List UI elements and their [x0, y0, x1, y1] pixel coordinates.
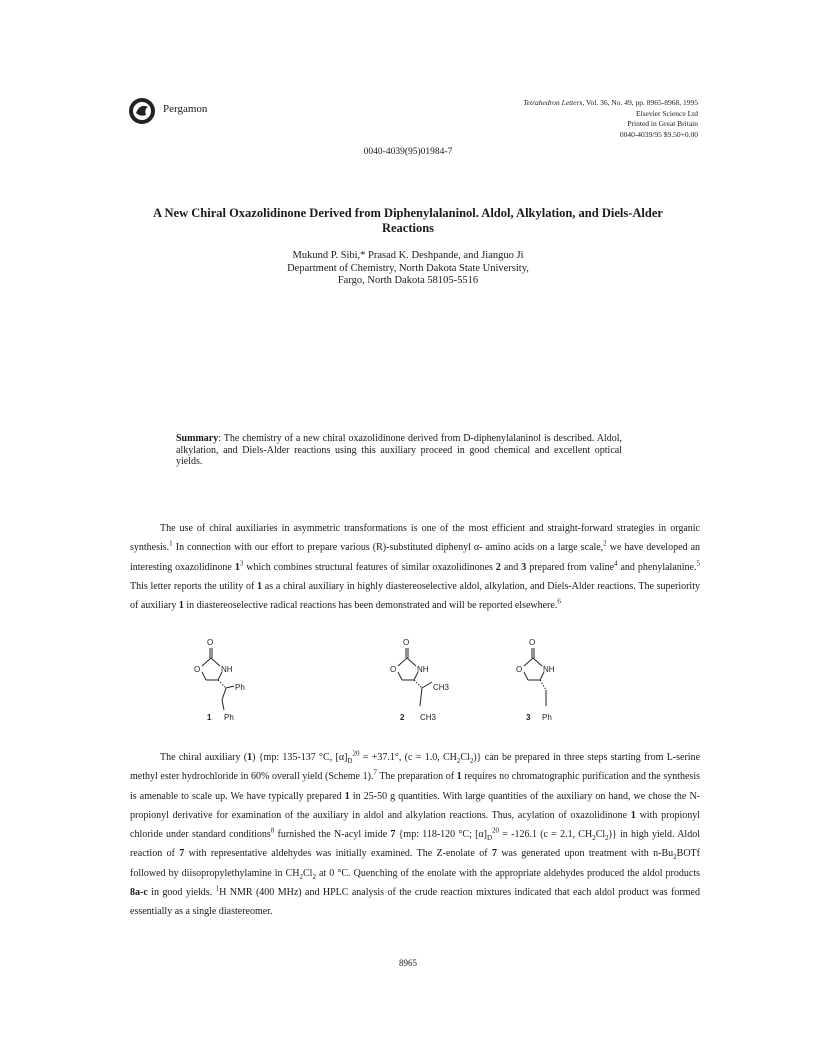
doi: 0040-4039(95)01984-7	[363, 147, 453, 157]
printed-line: Printed in Great Britain	[627, 119, 698, 128]
structure-3-number: 3	[526, 713, 531, 722]
structure-3-ring-o: O	[516, 665, 523, 674]
structure-1-nh: NH	[221, 665, 233, 674]
structure-2	[398, 648, 432, 706]
journal-info	[523, 98, 698, 140]
affiliation: Department of Chemistry, North Dakota State University,	[287, 262, 529, 274]
author-names: Mukund P. Sibi,* Prasad K. Deshpande, and Jianguo Ji	[292, 250, 524, 261]
summary-label: Summary	[176, 433, 219, 444]
structure-1-ph-b: Ph	[224, 713, 234, 722]
structure-2-methyl-a: CH3	[433, 683, 450, 692]
price-line: 0040-4039/95 $9.50+0.00	[619, 129, 698, 139]
structure-1	[202, 648, 234, 710]
body-paragraph-1: The use of chiral auxiliaries in asymmetric transformations is one of the most efficient and straight-forward strategies in organic synthesis.$^1$ In connection with our effort to prepare various (R)-substituted diphenyl α- amino acids on a large scale,$^2$ we have developed an interesting oxazolidinone $1^3$ which combines structural features of similar oxazolidinones 2 and 3 prepared from valine$^4$ and phenylalanine.$^5$ This letter reports the utility of 1 as a chiral auxiliary in highly diastereoselective aldol, alkylation, and Diels-Alder reactions. The superiority of auxiliary 1 in diastereoselective radical reactions has been demonstrated and will be reported elsewhere.$^6$	[130, 523, 701, 612]
publisher-line: Elsevier Science Ltd	[635, 108, 698, 118]
structure-1-number: 1	[207, 713, 212, 722]
publisher-name: Pergamon	[163, 103, 208, 115]
structure-1-carbonyl-o: O	[207, 638, 214, 647]
address: Fargo, North Dakota 58105-5516	[337, 275, 479, 286]
oxazolidinone-structures	[190, 634, 580, 730]
structure-3	[524, 648, 546, 706]
structure-2-ring-o: O	[390, 665, 397, 674]
summary	[176, 433, 622, 468]
summary-text: : The chemistry of a new chiral oxazolidinone derived from D-diphenylalaninol is described. Aldol, alkylation, and Diels-Alder reactions using this auxiliary proceed in good chemical and excellent optical yields.	[176, 433, 622, 467]
paper-title: A New Chiral Oxazolidinone Derived from Diphenylalaninol. Aldol, Alkylation, and Diels-Alder Reactions	[153, 206, 663, 235]
structure-2-number: 2	[400, 713, 405, 722]
structure-3-nh: NH	[543, 665, 555, 674]
body-paragraph-2: The chiral auxiliary (1) {mp: 135-137 °C, $[\alpha]_D^{20} = +37.1^\circ$, (c = 1.0, $CH_2Cl_2$)} can be prepared in three steps starting from L-serine methyl ester hydrochloride in 60% overall yield (Scheme 1).$^7$ The preparation of 1 requires no chromatographic purification and the synthesis is amenable to scale up. We have typically prepared 1 in 25-50 g quantities. With large quantities of the auxiliary on hand, we chose the N-propionyl derivative for examination of the auxiliary in aldol and alkylation reactions. Thus, acylation of oxazolidinone 1 with propionyl chloride under standard conditions$^8$ furnished the N-acyl imide 7 {mp: 118-120 °C; $[\alpha]_D^{20} = -126.1$ (c = 2.1, $CH_2Cl_2$)} in high yield. Aldol reaction of 7 with representative aldehydes was initially examined. The Z-enolate of 7 was generated upon treatment with $n-Bu_2BOTf$ followed by diisopropylethylamine in $CH_2Cl_2$ at 0 °C. Quenching of the enolate with the appropriate aldehydes produced the aldol products 8a-c in good yields. $^1$H NMR (400 MHz) and HPLC analysis of the crude reaction mixtures indicated that each aldol product was formed essentially as a single diastereomer.	[130, 749, 701, 918]
structure-3-carbonyl-o: O	[529, 638, 536, 647]
journal-name: Tetrahedron Letters	[523, 98, 583, 107]
page-number: 8965	[399, 958, 417, 968]
structure-2-nh: NH	[417, 665, 429, 674]
author-block	[0, 250, 816, 288]
journal-citation: , Vol. 36, No. 49, pp. 8965-8968, 1995	[582, 98, 698, 107]
structure-2-carbonyl-o: O	[403, 638, 410, 647]
structure-2-methyl-b: CH3	[420, 713, 437, 722]
structure-3-ph: Ph	[542, 713, 552, 722]
pergamon-logo	[128, 97, 156, 125]
structure-1-ph-a: Ph	[235, 683, 245, 692]
structure-1-ring-o: O	[194, 665, 201, 674]
